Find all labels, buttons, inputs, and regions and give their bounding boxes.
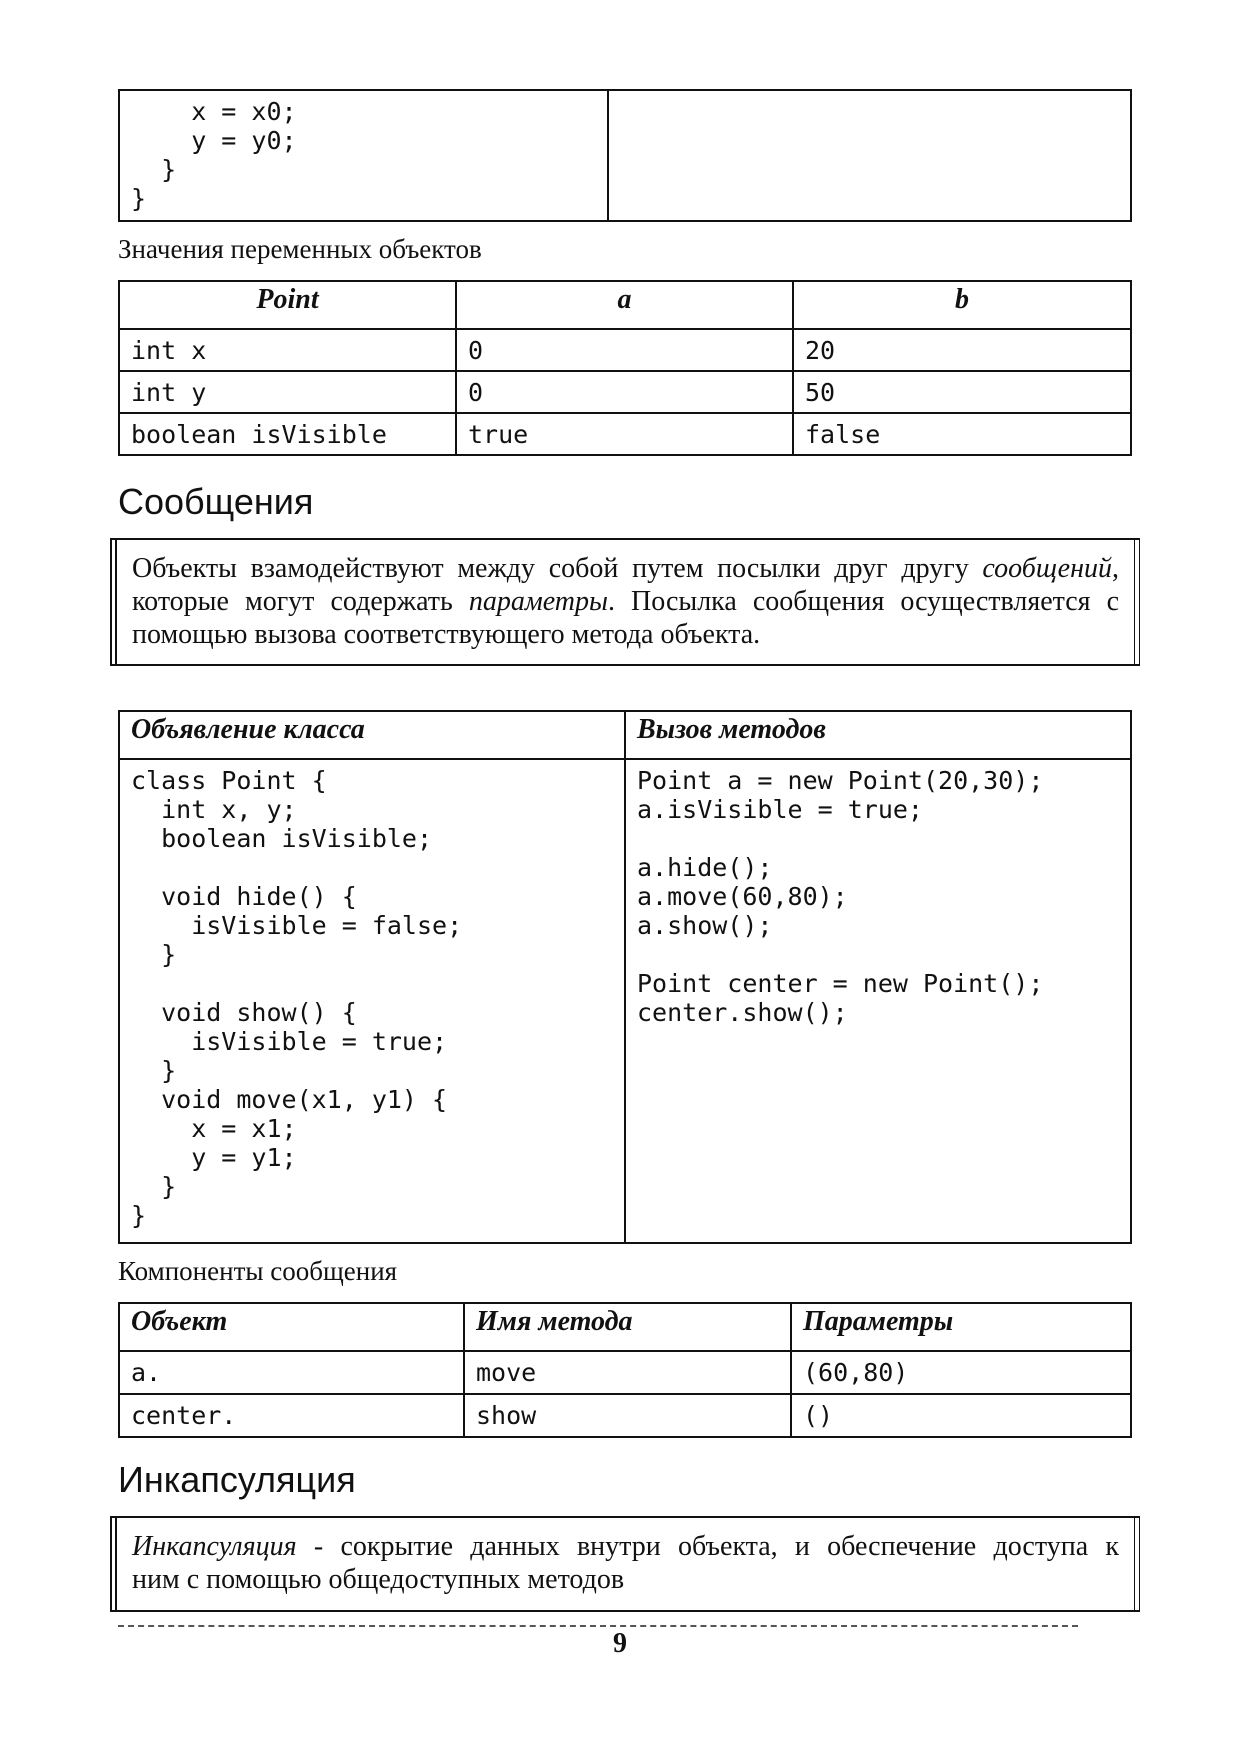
field-name-cell: int y <box>119 371 456 413</box>
object-values-table <box>118 280 1132 456</box>
method-calls-code: Point a = new Point(20,30); a.isVisible = true; a.hide(); a.move(60,80); a.show(); Point center = new Point(); center.show(); <box>637 766 1044 1027</box>
message-components-table <box>118 1302 1132 1438</box>
class-code-cell <box>119 759 625 1243</box>
field-name-cell: int x <box>119 329 456 371</box>
messages-definition-text: Объекты взамодействуют между собой путем посылки друг другу сообщений, которые могут содержать параметры. Посылка сообщения осуществляется с помощью вызова соответствующего метода объекта. <box>132 553 1120 650</box>
term-encapsulation: Инкапсуляция <box>132 1531 297 1562</box>
message-components-caption: Компоненты сообщения <box>118 1256 398 1286</box>
top-empty-cell <box>608 90 1131 221</box>
method-name-cell: move <box>464 1351 791 1394</box>
value-b-cell: 20 <box>793 329 1131 371</box>
top-code-table <box>118 89 1132 222</box>
parameters-cell: () <box>791 1394 1131 1437</box>
top-code-fragment: x = x0; y = y0; } } <box>131 97 297 213</box>
header-parameters: Параметры <box>791 1303 1131 1351</box>
value-a-cell: 0 <box>456 329 793 371</box>
encapsulation-definition-box <box>110 1516 1140 1612</box>
table-row <box>119 413 1131 455</box>
class-methods-table <box>118 710 1132 1244</box>
table-row <box>119 329 1131 371</box>
value-a-cell: true <box>456 413 793 455</box>
object-cell: center. <box>119 1394 464 1437</box>
header-point: Point <box>119 281 456 329</box>
field-name-cell: boolean isVisible <box>119 413 456 455</box>
header-method-calls: Вызов методов <box>625 711 1131 759</box>
value-a-cell: 0 <box>456 371 793 413</box>
value-b-cell: 50 <box>793 371 1131 413</box>
messages-heading: Сообщения <box>118 481 314 522</box>
top-code-cell <box>119 90 608 221</box>
object-values-caption: Значения переменных объектов <box>118 234 482 264</box>
term-parameters: параметры <box>468 586 608 617</box>
parameters-cell: (60,80) <box>791 1351 1131 1394</box>
table-row <box>119 1351 1131 1394</box>
header-class-declaration: Объявление класса <box>119 711 625 759</box>
page-number: 9 <box>613 1628 627 1659</box>
encapsulation-heading: Инкапсуляция <box>118 1459 356 1500</box>
header-b: b <box>793 281 1131 329</box>
call-code-cell <box>625 759 1131 1243</box>
object-cell: a. <box>119 1351 464 1394</box>
header-object: Объект <box>119 1303 464 1351</box>
messages-definition-box <box>110 538 1140 666</box>
header-method-name: Имя метода <box>464 1303 791 1351</box>
method-name-cell: show <box>464 1394 791 1437</box>
table-row <box>119 371 1131 413</box>
footer-divider <box>118 1625 1078 1627</box>
class-point-code: class Point { int x, y; boolean isVisible; void hide() { isVisible = false; } void show() { isVisible = true; } void move(x1, y1) { x = x1; y = y1; } } <box>131 766 463 1230</box>
header-a: a <box>456 281 793 329</box>
table-row <box>119 1394 1131 1437</box>
encapsulation-definition-text: Инкапсуляция - сокрытие данных внутри объекта, и обеспечение доступа к ним с помощью общедоступных методов <box>132 1531 1119 1595</box>
term-messages: сообщений <box>982 553 1112 584</box>
value-b-cell: false <box>793 413 1131 455</box>
